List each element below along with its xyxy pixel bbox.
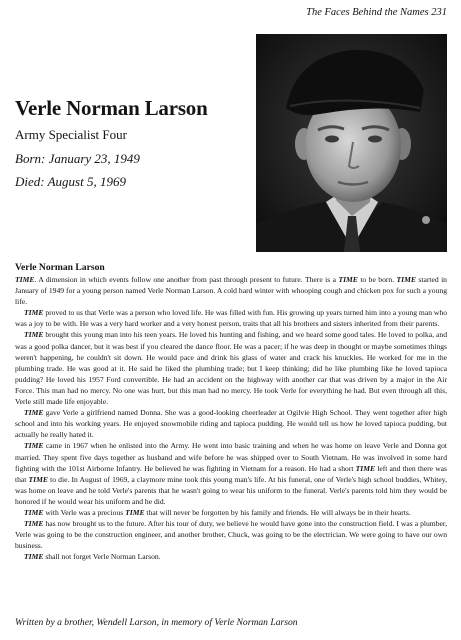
portrait-illustration bbox=[256, 34, 447, 252]
running-head: The Faces Behind the Names 231 bbox=[306, 7, 447, 18]
paragraph-2: TIME proved to us that Verle was a person who loved life. He was filled with fun. His growing up years turned him into a young man who was a joy to be with. He was a very hard worker and a very honest person, traits that all his brothers and sisters inherited from their parents. bbox=[15, 308, 447, 329]
death-date: Died: August 5, 1969 bbox=[15, 174, 126, 189]
soldier-rank: Army Specialist Four bbox=[15, 127, 127, 142]
memorial-text bbox=[15, 262, 447, 562]
soldier-name: Verle Norman Larson bbox=[15, 96, 208, 120]
paragraph-7: TIME has now brought us to the future. After his tour of duty, we believe he would have gone into the construction field. I was a plumber, Verle was going to be the construction engineer, and another brother, Chuck, was going to be the electrician. We were going to have our own business. bbox=[15, 519, 447, 551]
paragraph-1: TIME. A dimension in which events follow one another from past through present to future. There is a TIME to be born. TIME started in January of 1949 for a young person named Verle Norman Larson. A cold hard winter with whooping cough and chicken pox for such a young life. bbox=[15, 275, 447, 307]
paragraph-5: TIME came in 1967 when he enlisted into the Army. He went into basic training and when he was home on leave Verle and Donna got married. They spent five days together as husband and wife before he was shipped over to South Vietnam. He was involved in some hard fighting with the 101st Airborne Infantry. He believed he was fighting in Vietnam for a reason. He had a short TIME left and then there was that TIME to die. In August of 1969, a claymore mine took this young man's life. At his funeral, one of Verle's high school buddies, Whitey, was home on leave and he told Verle's parents that he wasn't going to wear his uniform to the funeral. Verle's parents told him they would be honored if he would wear his uniform and he did. bbox=[15, 441, 448, 506]
soldier-portrait-photo bbox=[256, 34, 447, 252]
paragraph-3: TIME brought this young man into his teen years. He loved his hunting and fishing, and we heard some good tales. He loved to polka, and was a good polka dancer, but it was best if you cleared the dance floor. He was a pacer; if he was deep in thought or maybe sometimes things weren't happening, he couldn't sit down. He would pace and drink his glass of water and crack his knuckles. He worked for me in the plumbing trade. He was good at it. He said he liked the plumbing trade; but I keep thinking; did he like plumbing like he loved tapioca pudding? He loved his 1957 Ford convertible. He had an accident on the highway with another car that was driven by a major in the Air Force. This man had no mercy. No one was hurt, but this man had no mercy. He took Verle for everything he had. But even through all this, Verle still made life enjoyable. bbox=[15, 330, 447, 407]
paragraph-6: TIME with Verle was a precious TIME that will never be forgotten by his family and friends. He will always be in their hearts. bbox=[24, 507, 411, 517]
birth-date: Born: January 23, 1949 bbox=[15, 151, 140, 166]
section-title: Verle Norman Larson bbox=[15, 262, 105, 273]
paragraph-4: TIME gave Verle a girlfriend named Donna. She was a good-looking cheerleader at Ogilvie High School. They went together after high school and into his working years. He enjoyed snowmobile riding and tapioca pudding. He would tell us how he loved tapioca pudding, but actually he really hated it. bbox=[15, 408, 447, 440]
author-signature: Written by a brother, Wendell Larson, in memory of Verle Norman Larson bbox=[15, 617, 298, 628]
paragraph-8: TIME shall not forget Verle Norman Larson. bbox=[24, 552, 161, 562]
